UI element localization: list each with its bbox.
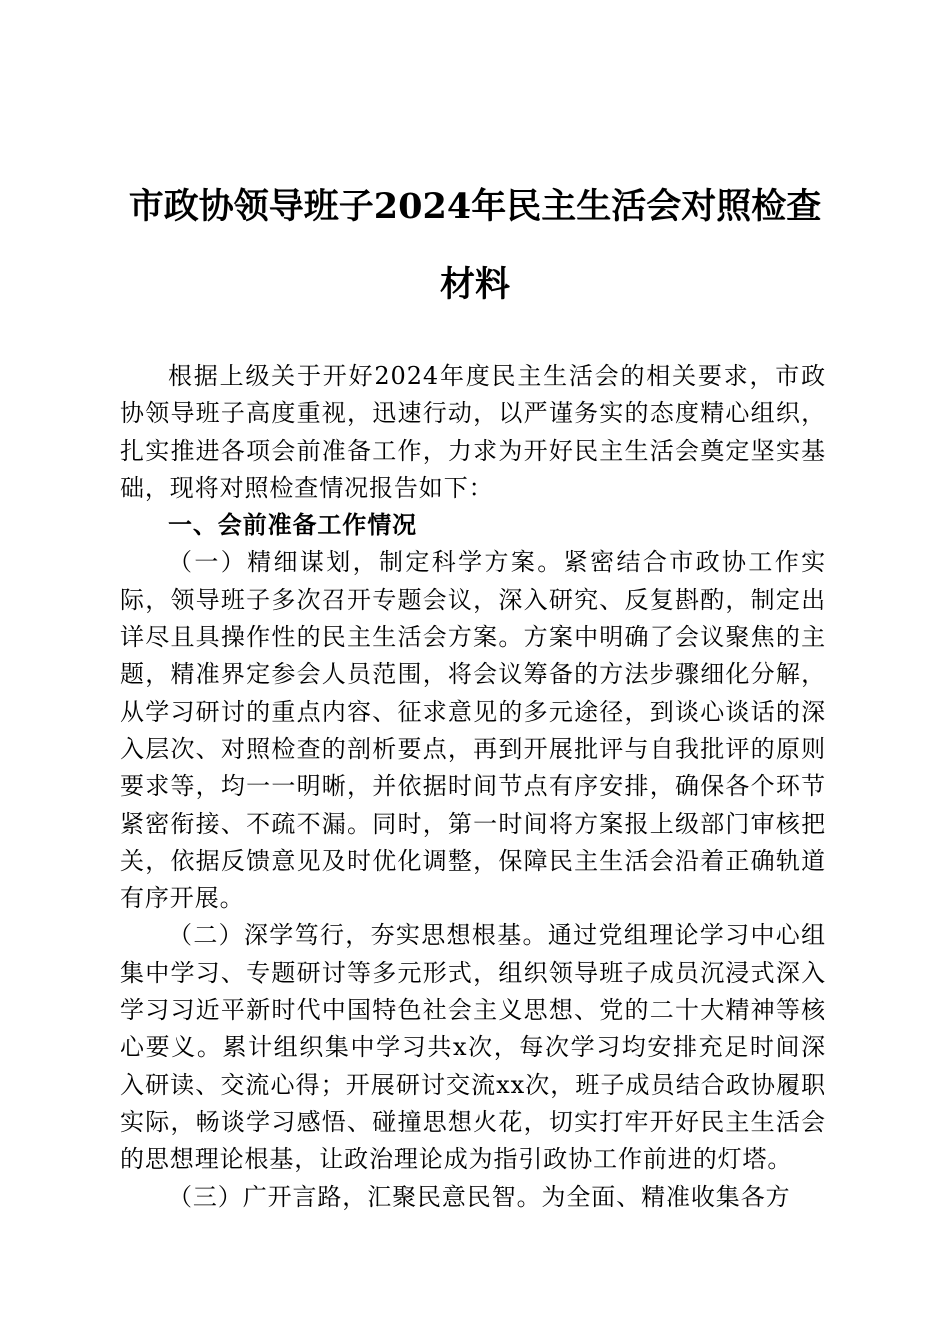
document-body bbox=[120, 358, 826, 1216]
document-title bbox=[100, 168, 850, 324]
paragraph-2: （二）深学笃行，夯实思想根基。通过党组理论学习中心组集中学习、专题研讨等多元形式，组织领导班子成员沉浸式深入学习习近平新时代中国特色社会主义思想、党的二十大精神等核心要义。累计组织集中学习共x次，每次学习均安排充足时间深入研读、交流心得；开展研讨交流xx次，班子成员结合政协履职实际，畅谈学习感悟、碰撞思想火花，切实打牢开好民主生活会的思想理论根基，让政治理论成为指引政协工作前进的灯塔。 bbox=[120, 921, 826, 1174]
title-line-2: 材料 bbox=[439, 264, 510, 305]
intro-paragraph: 根据上级关于开好2024年度民主生活会的相关要求，市政协领导班子高度重视，迅速行动，以严谨务实的态度精心组织，扎实推进各项会前准备工作，力求为开好民主生活会奠定坚实基础，现将对照检查情况报告如下： bbox=[120, 362, 826, 502]
title-line-1: 市政协领导班子2024年民主生活会对照检查 bbox=[128, 186, 822, 227]
section-heading: 一、会前准备工作情况 bbox=[168, 511, 417, 540]
paragraph-3: （三）广开言路，汇聚民意民智。为全面、精准收集各方 bbox=[168, 1182, 791, 1211]
paragraph-1: （一）精细谋划，制定科学方案。紧密结合市政协工作实际，领导班子多次召开专题会议，深入研究、反复斟酌，制定出详尽且具操作性的民主生活会方案。方案中明确了会议聚焦的主题，精准界定参会人员范围，将会议筹备的方法步骤细化分解，从学习研讨的重点内容、征求意见的多元途径，到谈心谈话的深入层次、对照检查的剖析要点，再到开展批评与自我批评的原则要求等，均一一明晰，并依据时间节点有序安排，确保各个环节紧密衔接、不疏不漏。同时，第一时间将方案报上级部门审核把关，依据反馈意见及时优化调整，保障民主生活会沿着正确轨道有序开展。 bbox=[120, 548, 826, 913]
